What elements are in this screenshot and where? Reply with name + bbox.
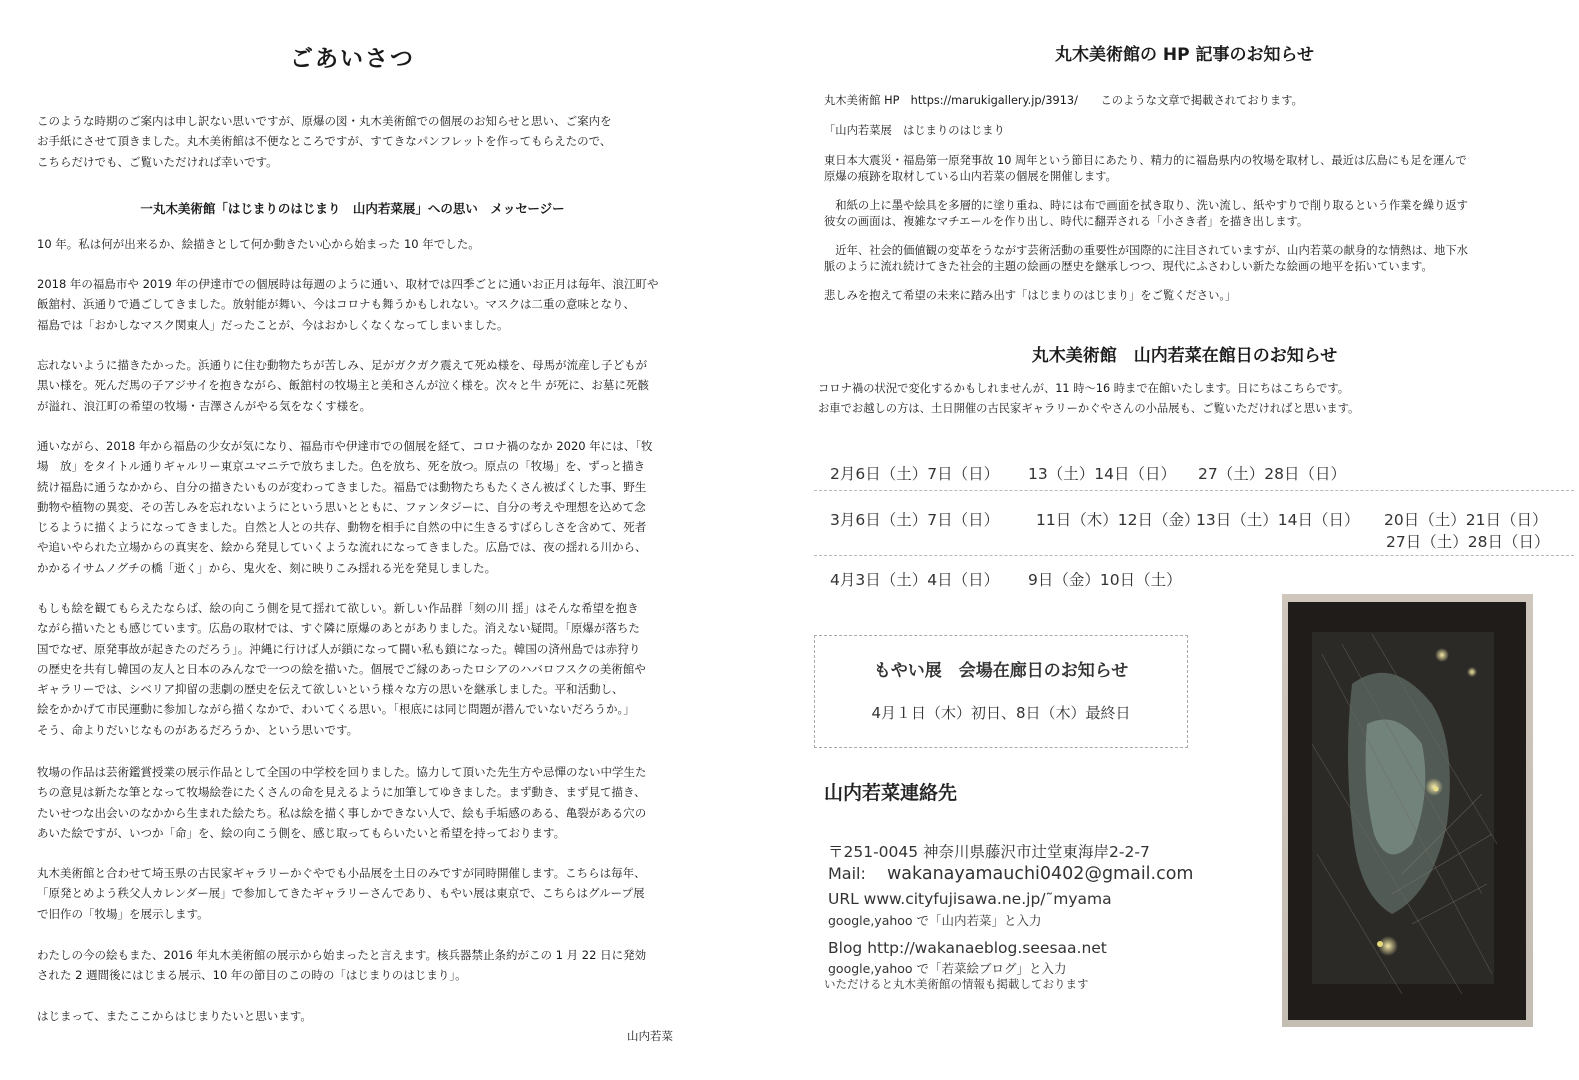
paragraph-5: もしも絵を観てもらえたならば、絵の向こう側を見て揺れて欲しい。新しい作品群「刻の川 揺」はそんな希望を抱き ながら描いたとも感じています。広島の取材では、すぐ隣に原爆のあとがありました。消えない疑問。「原爆が落ちた 国でなぜ、原発事故が起きたのだろう」。沖縄に行けば人が鎖になって闘い私も鎖になった。韓国の済州島では赤狩り の歴史を共有し韓国の友人と日本のみんなで一つの絵を描いた。個展でご縁のあったロシアのハバロフスクの美術館や ギャラリーでは、シベリア抑留の悲劇の歴史を伝えて欲しいという様々な方の思いを継承しました。平和活動し、 絵をかかげて市民運動に参加しながら描くなかで、わいてくる思い。「根底には同じ問題が潜んでいないだろうか。」 そう、命よりだいじなものがあるだろうか、という思いです。: [37, 601, 646, 737]
blog-search-note: google,yahoo で「若菜絵ブログ」と入力: [828, 961, 1067, 976]
article-title: 「山内若菜展 はじまりのはじまり: [824, 124, 1005, 137]
article-paragraph-1: 東日本大震災・福島第一原発事故 10 周年という節目にあたり、精力的に福島県内の牧場を取材し、最近は広島にも足を運んで 原爆の痕跡を取材している山内若菜の個展を開催します。: [824, 154, 1467, 183]
date-feb-1: 2月6日（土）7日（日）: [830, 465, 1000, 483]
paragraph-3: 忘れないように描きたかった。浜通りに住む動物たちが苦しみ、足がガクガク震えて死ぬ様を、母馬が流産し子どもが 黒い様を。死んだ馬の子アジサイを抱きながら、飯舘村の牧場主と美和さんが泣く様を。次々と牛 が死に、お墓に死骸 が溢れ、浪江町の希望の牧場・吉澤さんがやる気をなくす様を。: [37, 358, 649, 413]
article-paragraph-2: 和紙の上に墨や絵具を多層的に塗り重ね、時には布で画面を拭き取り、洗い流し、紙やすりで削り取るという作業を繰り返す 彼女の画面は、複雑なマチエールを作り出し、時代に翻弄される「小さき者」を描き出します。: [824, 199, 1468, 228]
paragraph-4: 通いながら、2018 年から福島の少女が気になり、福島市や伊達市での個展を経て、コロナ禍のなか 2020 年には、「牧 場 放」をタイトル通りギャルリー東京ユマニテで放ちました。色を放ち、死を放つ。原点の「牧場」を、ずっと描き 続け福島に通うなかから、自分の描きたいものが変わってきました。福島では動物たちもたくさん被ばくした事、野生 動物や植物の異変、その苦しみを忘れないようにという思いとともに、ファンタジーに、自分の考えや理想を込めて念 じるように描くようになってきました。自然と人との共存、動物を相手に自然の中に生きるすばらしさを含めて、死者 や追いやられた立場からの真実を、絵から発見していくような流れになってきました。広島では、夜の揺れる川から、 かかるイサムノグチの橋「逝く」から、鬼火を、刻に映りこみ揺れる光を発見しました。: [37, 439, 653, 575]
moyai-dates: 4月１日（木）初日、8日（木）最終日: [871, 704, 1131, 722]
paragraph-7: 丸木美術館と合わせて埼玉県の古民家ギャラリーかぐやでも小品展を土日のみですが同時開催します。こちらは毎年、 「原発とめよう秩父人カレンダー展」で参加してきたギャラリーさんであり、もやい展は東京で、こちらはグループ展 で旧作の「牧場」を展示します。: [37, 866, 646, 921]
date-feb-3: 27（土）28日（日）: [1198, 465, 1346, 483]
article-paragraph-3: 近年、社会的価値観の変革をうながす芸術活動の重要性が国際的に注目されていますが、山内若菜の献身的な情熱は、地下水 脈のように流れ続けてきた社会的主題の絵画の歴史を継承しつつ、現代にふさわしい新たな絵画の地平を拓いています。: [824, 244, 1468, 273]
mail-address[interactable]: wakanayamauchi0402@gmail.com: [886, 864, 1194, 884]
date-mar-3: 13日（土）14日（日）: [1196, 511, 1360, 529]
article-paragraph-4: 悲しみを抱えて希望の未来に踏み出す「はじまりのはじまり」をご覧ください。」: [824, 289, 1237, 302]
moyai-title: もやい展 会場在廊日のお知らせ: [873, 661, 1129, 681]
date-mar-4: 20日（土）21日（日）: [1384, 511, 1548, 529]
notice-page: [790, 0, 1579, 1080]
paragraph-2: 2018 年の福島市や 2019 年の伊達市での個展時は毎週のように通い、取材では四季ごとに通いお正月は毎年、浪江町や 飯舘村、浜通りで過ごしてきました。放射能が舞い、今はコロナも舞うかもしれない。マスクは二重の意味となり、 福島では「おかしなマスク関東人」だったことが、今はおかしくなくなってしまいました。: [37, 277, 659, 332]
contact-mail: [828, 864, 1193, 884]
presence-text: コロナ禍の状況で変化するかもしれませんが、11 時〜16 時まで在館いたします。日にちはこちらです。 お車でお越しの方は、土日開催の古民家ギャラリーかぐやさんの小品展も、ご覧いただければと思います。: [818, 382, 1360, 415]
contact-blog[interactable]: Blog http://wakanaeblog.seesaa.net: [828, 939, 1107, 957]
date-mar-2: 11日（木）12日（金）: [1036, 511, 1200, 529]
presence-dates: [814, 455, 1574, 596]
date-row-april: [814, 556, 1574, 596]
date-apr-1: 4月3日（土）4日（日）: [830, 571, 1000, 589]
greeting-page: [0, 0, 720, 1080]
date-mar-1: 3月6日（土）7日（日）: [830, 511, 1000, 529]
date-mar-5: 27日（土）28日（日）: [1386, 533, 1550, 551]
hp-notice-title: 丸木美術館の HP 記事のお知らせ: [1054, 45, 1314, 65]
paragraph-1: 10 年。私は何が出来るか、絵描きとして何か動きたい心から始まった 10 年でした。: [37, 237, 480, 251]
contact-address: 〒251-0045 神奈川県藤沢市辻堂東海岸2-2-7: [828, 843, 1150, 861]
date-row-march: [814, 491, 1574, 556]
date-apr-2: 9日（金）10日（土）: [1028, 571, 1182, 589]
hp-url-line: 丸木美術館 HP https://marukigallery.jp/3913/ このような文章で掲載されております。: [824, 94, 1303, 107]
paragraph-8: わたしの今の絵もまた、2016 年丸木美術館の展示から始まったと言えます。核兵器禁止条約がこの 1 月 22 日に発効 された 2 週間後にはじまる展示、10 年の節目のこの時の「はじまりのはじまり」。: [37, 948, 647, 983]
paragraph-9: はじまって、またここからはじまりたいと思います。: [37, 1009, 312, 1023]
blog-info-note: いただけると丸木美術館の情報も掲載しております: [824, 977, 1089, 991]
moyai-notice-box: [814, 635, 1188, 748]
date-row-february: [814, 455, 1574, 491]
signature: 山内若菜: [627, 1029, 673, 1043]
contact-title: 山内若菜連絡先: [824, 782, 958, 804]
intro-paragraph: このような時期のご案内は申し訳ない思いですが、原爆の図・丸木美術館での個展のお知らせと思い、ご案内を お手紙にさせて頂きました。丸木美術館は不便なところですが、すてきなパンフレットを作ってもらえたので、 こちらだけでも、ご覧いただければ幸いです。: [37, 114, 612, 169]
message-heading: 一丸木美術館「はじまりのはじまり 山内若菜展」への思い メッセージー: [140, 201, 565, 216]
date-feb-2: 13（土）14日（日）: [1028, 465, 1176, 483]
mail-label: Mail:: [828, 864, 866, 883]
url-search-note: google,yahoo で「山内若菜」と入力: [828, 913, 1042, 928]
contact-url[interactable]: URL www.cityfujisawa.ne.jp/˜myama: [828, 890, 1112, 908]
paragraph-6: 牧場の作品は芸術鑑賞授業の展示作品として全国の中学校を回りました。協力して頂いた先生方や忌憚のない中学生た ちの意見は新たな筆となって牧場絵巻にたくさんの命を見えるように加筆してゆきました。まず動き、まず見て描き、 たいせつな出会いのなかから生まれた絵たち。私は絵を描く事しかできない人で、絵も手垢感のある、亀裂がある穴の あいた絵ですが、いつか「命」を、絵の向こう側を、感じ取ってもらいたいと希望を持っております。: [37, 765, 647, 840]
greeting-title: ごあいさつ: [290, 46, 415, 72]
presence-title: 丸木美術館 山内若菜在館日のお知らせ: [1031, 346, 1338, 366]
artwork-image: [1282, 594, 1533, 1027]
